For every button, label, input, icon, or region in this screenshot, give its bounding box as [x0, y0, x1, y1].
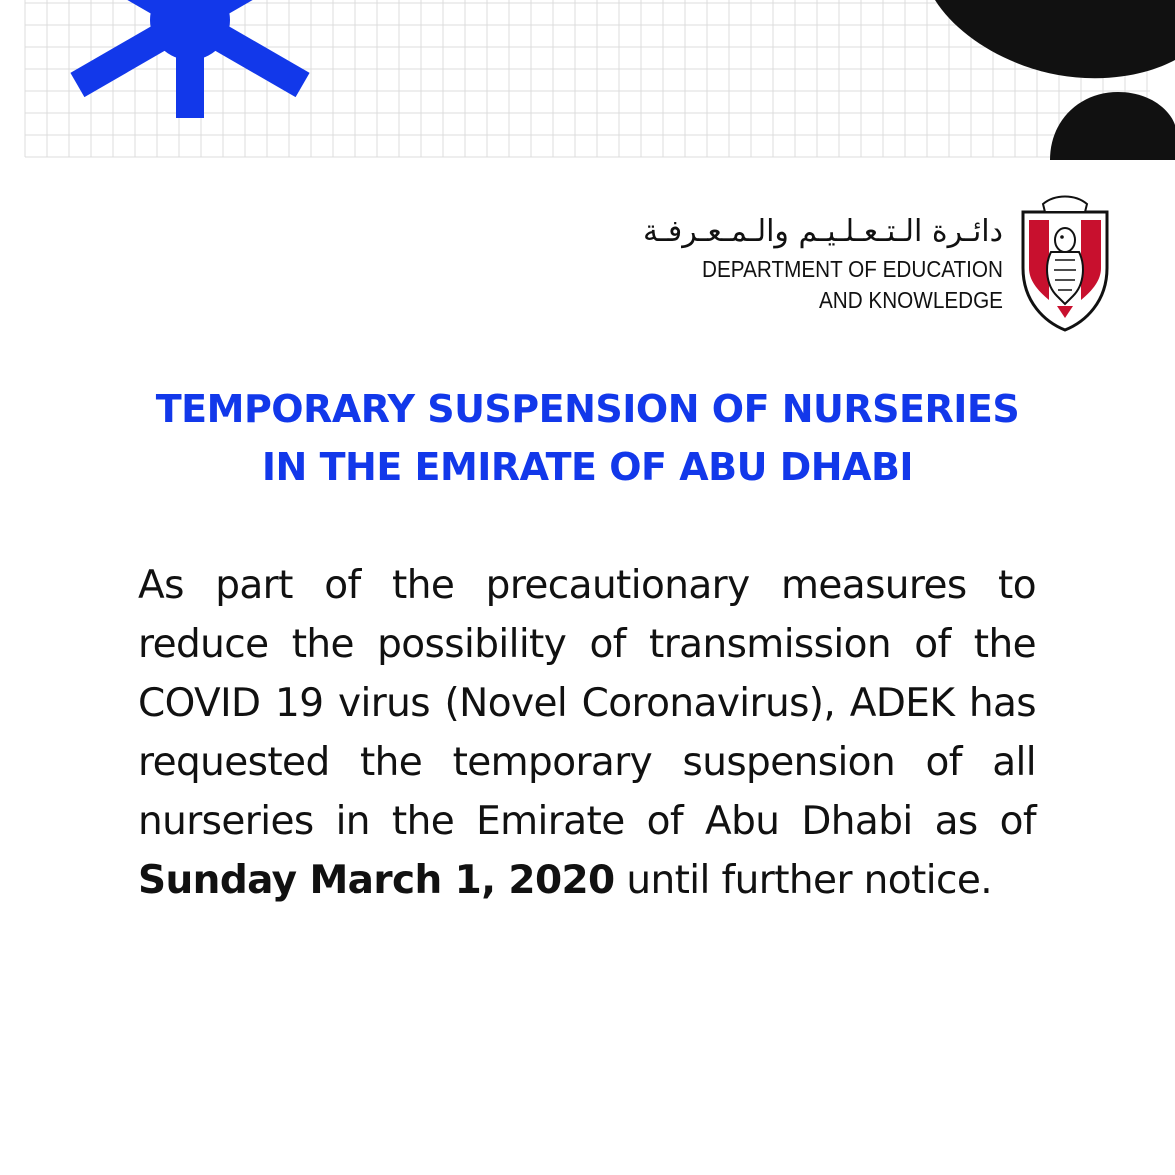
announcement-body	[138, 556, 1036, 910]
logo-text	[643, 215, 1003, 315]
logo-english-line-1: DEPARTMENT OF EDUCATION	[702, 256, 1003, 283]
body-date: Sunday March 1, 2020	[138, 858, 615, 903]
body-text-intro: As part of the precautionary measures to reduce the possibility of transmission of the COVID 19 virus (Novel Coronavirus), ADEK has requested the temporary suspension of all nurseries in the Emirate of Abu Dhabi as of	[138, 563, 1036, 844]
adek-logo	[643, 190, 1115, 340]
logo-english-line-2: AND KNOWLEDGE	[818, 286, 1003, 313]
headline-line-2: IN THE EMIRATE OF ABU DHABI	[261, 445, 914, 489]
logo-arabic-name: دائـرة الـتـعـلـيـم والـمـعـرفـة	[643, 214, 1003, 250]
falcon-emblem-icon	[1015, 190, 1115, 340]
body-text-outro: until further notice.	[614, 858, 993, 903]
grid-pattern	[0, 0, 1175, 160]
headline-line-1: TEMPORARY SUSPENSION OF NURSERIES	[155, 387, 1020, 431]
grid-header-band	[0, 0, 1175, 160]
headline	[0, 380, 1175, 496]
